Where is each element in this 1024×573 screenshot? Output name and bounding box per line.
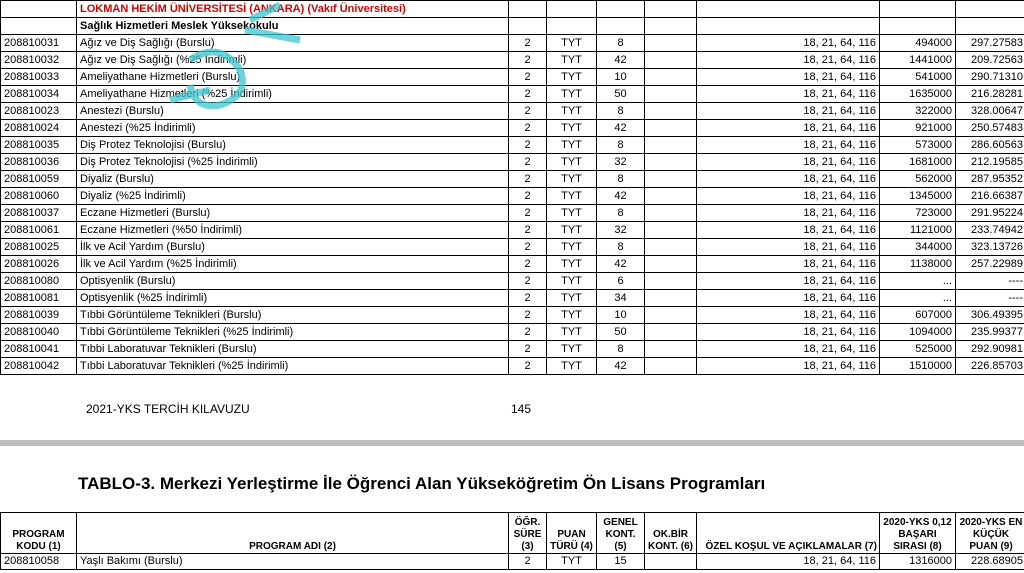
program-code: 208810037 [1, 205, 77, 222]
table-heading: TABLO-3. Merkezi Yerleştirme İle Öğrenci Alan Yükseköğretim Ön Lisans Programları [78, 474, 766, 493]
duration: 2 [509, 239, 547, 256]
program-name: Optisyenlik (Burslu) [77, 273, 509, 290]
duration: 2 [509, 52, 547, 69]
duration: 2 [509, 273, 547, 290]
first-quota [645, 188, 697, 205]
score-type: TYT [547, 52, 597, 69]
header-general-quota: GENEL KONT. (5) [597, 513, 645, 554]
duration: 2 [509, 120, 547, 137]
first-quota [645, 86, 697, 103]
table-row [1, 273, 1024, 290]
program-name: Ameliyathane Hizmetleri (%25 İndirimli) [77, 86, 509, 103]
program-name: Anestezi (Burslu) [77, 103, 509, 120]
table-row [1, 103, 1024, 120]
min-score: 297.27583 [956, 35, 1024, 52]
success-rank: 607000 [880, 307, 956, 324]
special-conditions: 18, 21, 64, 116 [697, 239, 880, 256]
general-quota: 8 [597, 239, 645, 256]
min-score: 209.72563 [956, 52, 1024, 69]
score-type: TYT [547, 256, 597, 273]
first-quota [645, 290, 697, 307]
special-conditions: 18, 21, 64, 116 [697, 554, 880, 570]
table-row [1, 86, 1024, 103]
score-type: TYT [547, 222, 597, 239]
score-type: TYT [547, 239, 597, 256]
program-name: İlk ve Acil Yardım (Burslu) [77, 239, 509, 256]
general-quota: 8 [597, 171, 645, 188]
min-score: 228.68905 [956, 554, 1024, 570]
min-score: 212.19585 [956, 154, 1024, 171]
score-type: TYT [547, 341, 597, 358]
program-name: Diş Protez Teknolojisi (%25 İndirimli) [77, 154, 509, 171]
score-type: TYT [547, 290, 597, 307]
general-quota: 42 [597, 52, 645, 69]
general-quota: 32 [597, 222, 645, 239]
table-row [1, 222, 1024, 239]
score-type: TYT [547, 324, 597, 341]
table-row [1, 324, 1024, 341]
program-code: 208810034 [1, 86, 77, 103]
score-type: TYT [547, 205, 597, 222]
program-code: 208810023 [1, 103, 77, 120]
header-min-score: 2020-YKS EN KÜÇÜK PUAN (9) [956, 513, 1024, 554]
first-quota [645, 154, 697, 171]
success-rank: 573000 [880, 137, 956, 154]
min-score: 235.99377 [956, 324, 1024, 341]
special-conditions: 18, 21, 64, 116 [697, 86, 880, 103]
duration: 2 [509, 171, 547, 188]
header-duration: ÖĞR. SÜRE (3) [509, 513, 547, 554]
first-quota [645, 307, 697, 324]
special-conditions: 18, 21, 64, 116 [697, 171, 880, 188]
program-name: Yaşlı Bakımı (Burslu) [77, 554, 509, 570]
score-type: TYT [547, 86, 597, 103]
first-quota [645, 256, 697, 273]
success-rank: 1510000 [880, 358, 956, 375]
program-code: 208810080 [1, 273, 77, 290]
score-type: TYT [547, 188, 597, 205]
header-program-name: PROGRAM ADI (2) [77, 513, 509, 554]
table-row [1, 307, 1024, 324]
special-conditions: 18, 21, 64, 116 [697, 290, 880, 307]
general-quota: 50 [597, 86, 645, 103]
general-quota: 8 [597, 103, 645, 120]
first-quota [645, 239, 697, 256]
success-rank: 921000 [880, 120, 956, 137]
min-score: 216.66387 [956, 188, 1024, 205]
score-type: TYT [547, 35, 597, 52]
general-quota: 15 [597, 554, 645, 570]
special-conditions: 18, 21, 64, 116 [697, 137, 880, 154]
first-quota [645, 222, 697, 239]
general-quota: 10 [597, 307, 645, 324]
program-code: 208810025 [1, 239, 77, 256]
duration: 2 [509, 154, 547, 171]
min-score: 233.74942 [956, 222, 1024, 239]
program-code: 208810059 [1, 171, 77, 188]
general-quota: 10 [597, 69, 645, 86]
header-score-type: PUAN TÜRÜ (4) [547, 513, 597, 554]
table-row [1, 35, 1024, 52]
min-score: 292.90981 [956, 341, 1024, 358]
general-quota: 42 [597, 256, 645, 273]
faculty-name: Sağlık Hizmetleri Meslek Yüksekokulu [77, 18, 509, 35]
general-quota: 42 [597, 188, 645, 205]
duration: 2 [509, 290, 547, 307]
program-code: 208810058 [1, 554, 77, 570]
min-score: 328.00647 [956, 103, 1024, 120]
min-score: 286.60563 [956, 137, 1024, 154]
success-rank: 723000 [880, 205, 956, 222]
program-code: 208810042 [1, 358, 77, 375]
general-quota: 8 [597, 137, 645, 154]
program-code: 208810039 [1, 307, 77, 324]
duration: 2 [509, 69, 547, 86]
score-type: TYT [547, 137, 597, 154]
page-number: 145 [511, 402, 532, 416]
table-row [1, 171, 1024, 188]
min-score: 226.85703 [956, 358, 1024, 375]
program-code: 208810081 [1, 290, 77, 307]
success-rank: 1681000 [880, 154, 956, 171]
special-conditions: 18, 21, 64, 116 [697, 358, 880, 375]
score-type: TYT [547, 358, 597, 375]
score-type: TYT [547, 554, 597, 570]
university-row [1, 1, 1024, 18]
program-name: Ameliyathane Hizmetleri (Burslu) [77, 69, 509, 86]
min-score: 250.57483 [956, 120, 1024, 137]
program-code: 208810040 [1, 324, 77, 341]
special-conditions: 18, 21, 64, 116 [697, 52, 880, 69]
duration: 2 [509, 358, 547, 375]
general-quota: 42 [597, 358, 645, 375]
first-quota [645, 554, 697, 570]
score-type: TYT [547, 273, 597, 290]
table-row [1, 554, 1024, 570]
program-name: Tıbbi Laboratuvar Teknikleri (%25 İndirimli) [77, 358, 509, 375]
success-rank: 322000 [880, 103, 956, 120]
program-name: Anestezi (%25 İndirimli) [77, 120, 509, 137]
program-code: 208810036 [1, 154, 77, 171]
duration: 2 [509, 554, 547, 570]
program-code: 208810041 [1, 341, 77, 358]
duration: 2 [509, 307, 547, 324]
min-score: 290.71310 [956, 69, 1024, 86]
program-name: Eczane Hizmetleri (%50 İndirimli) [77, 222, 509, 239]
program-name: Diş Protez Teknolojisi (Burslu) [77, 137, 509, 154]
table-row [1, 120, 1024, 137]
program-name: Ağız ve Diş Sağlığı (Burslu) [77, 35, 509, 52]
first-quota [645, 171, 697, 188]
success-rank: ... [880, 273, 956, 290]
special-conditions: 18, 21, 64, 116 [697, 324, 880, 341]
special-conditions: 18, 21, 64, 116 [697, 307, 880, 324]
duration: 2 [509, 341, 547, 358]
table-row [1, 358, 1024, 375]
general-quota: 6 [597, 273, 645, 290]
success-rank: 344000 [880, 239, 956, 256]
success-rank: 1345000 [880, 188, 956, 205]
duration: 2 [509, 256, 547, 273]
table-header-row [1, 513, 1024, 554]
special-conditions: 18, 21, 64, 116 [697, 273, 880, 290]
program-code: 208810024 [1, 120, 77, 137]
special-conditions: 18, 21, 64, 116 [697, 205, 880, 222]
program-code: 208810035 [1, 137, 77, 154]
duration: 2 [509, 86, 547, 103]
program-name: Tıbbi Laboratuvar Teknikleri (Burslu) [77, 341, 509, 358]
table-row [1, 290, 1024, 307]
min-score: 287.95352 [956, 171, 1024, 188]
program-code: 208810026 [1, 256, 77, 273]
special-conditions: 18, 21, 64, 116 [697, 120, 880, 137]
success-rank: 1094000 [880, 324, 956, 341]
duration: 2 [509, 103, 547, 120]
page-separator [0, 440, 1024, 446]
score-type: TYT [547, 103, 597, 120]
min-score: ---- [956, 273, 1024, 290]
general-quota: 32 [597, 154, 645, 171]
special-conditions: 18, 21, 64, 116 [697, 188, 880, 205]
success-rank: 1316000 [880, 554, 956, 570]
special-conditions: 18, 21, 64, 116 [697, 222, 880, 239]
program-name: Tıbbi Görüntüleme Teknikleri (Burslu) [77, 307, 509, 324]
first-quota [645, 358, 697, 375]
table-row [1, 69, 1024, 86]
program-name: Tıbbi Görüntüleme Teknikleri (%25 İndirimli) [77, 324, 509, 341]
program-name: Diyaliz (%25 İndirimli) [77, 188, 509, 205]
table-row [1, 52, 1024, 69]
program-code: 208810061 [1, 222, 77, 239]
success-rank: ... [880, 290, 956, 307]
header-special-conditions: ÖZEL KOŞUL VE AÇIKLAMALAR (7) [697, 513, 880, 554]
table-row [1, 239, 1024, 256]
min-score: 291.95224 [956, 205, 1024, 222]
general-quota: 50 [597, 324, 645, 341]
guide-title: 2021-YKS TERCİH KILAVUZU [86, 402, 250, 416]
first-quota [645, 103, 697, 120]
first-quota [645, 52, 697, 69]
score-type: TYT [547, 171, 597, 188]
duration: 2 [509, 35, 547, 52]
min-score: 323.13726 [956, 239, 1024, 256]
first-quota [645, 205, 697, 222]
duration: 2 [509, 222, 547, 239]
duration: 2 [509, 137, 547, 154]
table-row [1, 341, 1024, 358]
duration: 2 [509, 188, 547, 205]
program-table [0, 512, 1024, 570]
general-quota: 34 [597, 290, 645, 307]
success-rank: 541000 [880, 69, 956, 86]
success-rank: 1121000 [880, 222, 956, 239]
university-name: LOKMAN HEKİM ÜNİVERSİTESİ (ANKARA) (Vakıf Üniversitesi) [77, 1, 509, 18]
first-quota [645, 69, 697, 86]
table-row [1, 137, 1024, 154]
success-rank: 494000 [880, 35, 956, 52]
program-code: 208810033 [1, 69, 77, 86]
first-quota [645, 137, 697, 154]
program-code: 208810032 [1, 52, 77, 69]
faculty-row [1, 18, 1024, 35]
program-name: Diyaliz (Burslu) [77, 171, 509, 188]
duration: 2 [509, 324, 547, 341]
general-quota: 42 [597, 120, 645, 137]
success-rank: 1635000 [880, 86, 956, 103]
special-conditions: 18, 21, 64, 116 [697, 341, 880, 358]
program-name: İlk ve Acil Yardım (%25 İndirimli) [77, 256, 509, 273]
table-row [1, 256, 1024, 273]
header-program-code: PROGRAM KODU (1) [1, 513, 77, 554]
success-rank: 1441000 [880, 52, 956, 69]
table-row [1, 188, 1024, 205]
score-type: TYT [547, 69, 597, 86]
special-conditions: 18, 21, 64, 116 [697, 35, 880, 52]
first-quota [645, 273, 697, 290]
min-score: 306.49395 [956, 307, 1024, 324]
first-quota [645, 341, 697, 358]
general-quota: 8 [597, 205, 645, 222]
general-quota: 8 [597, 35, 645, 52]
program-name: Optisyenlik (%25 İndirimli) [77, 290, 509, 307]
special-conditions: 18, 21, 64, 116 [697, 103, 880, 120]
score-type: TYT [547, 120, 597, 137]
first-quota [645, 120, 697, 137]
program-name: Ağız ve Diş Sağlığı (%25 İndirimli) [77, 52, 509, 69]
first-quota [645, 35, 697, 52]
special-conditions: 18, 21, 64, 116 [697, 69, 880, 86]
header-first-quota: OK.BİR KONT. (6) [645, 513, 697, 554]
min-score: 257.22989 [956, 256, 1024, 273]
success-rank: 525000 [880, 341, 956, 358]
program-code: 208810031 [1, 35, 77, 52]
special-conditions: 18, 21, 64, 116 [697, 256, 880, 273]
header-success-rank: 2020-YKS 0,12 BAŞARI SIRASI (8) [880, 513, 956, 554]
table-row [1, 154, 1024, 171]
table-row [1, 205, 1024, 222]
program-name: Eczane Hizmetleri (Burslu) [77, 205, 509, 222]
general-quota: 8 [597, 341, 645, 358]
score-type: TYT [547, 154, 597, 171]
min-score: 216.28281 [956, 86, 1024, 103]
score-type: TYT [547, 307, 597, 324]
success-rank: 562000 [880, 171, 956, 188]
first-quota [645, 324, 697, 341]
program-code: 208810060 [1, 188, 77, 205]
special-conditions: 18, 21, 64, 116 [697, 154, 880, 171]
duration: 2 [509, 205, 547, 222]
success-rank: 1138000 [880, 256, 956, 273]
min-score: ---- [956, 290, 1024, 307]
